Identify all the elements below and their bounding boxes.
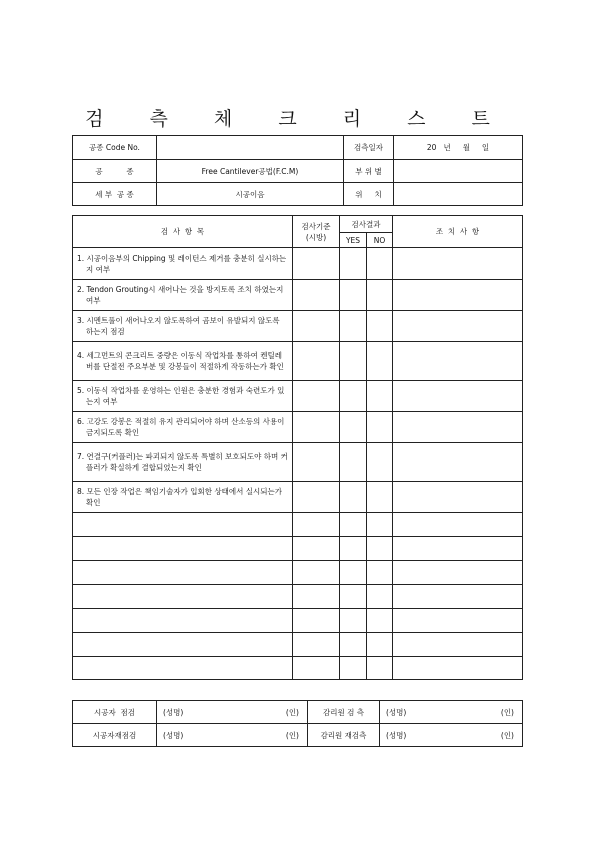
sign-name-label: (성명) [163, 707, 184, 717]
item-cell [73, 482, 293, 513]
detail-label: 세 부 공 종 [73, 183, 157, 206]
contractor-check-label: 시공자 점검 [73, 701, 157, 724]
criteria-cell[interactable] [293, 280, 340, 311]
seal-label: (인) [285, 730, 299, 740]
item-cell [73, 585, 293, 609]
no-cell[interactable] [367, 657, 393, 680]
action-cell[interactable] [393, 381, 523, 412]
supervisor-inspection-label: 감리원 검 측 [308, 701, 380, 724]
code-field[interactable] [157, 136, 344, 160]
yes-cell[interactable] [340, 513, 367, 537]
action-cell[interactable] [393, 311, 523, 342]
action-cell[interactable] [393, 657, 523, 680]
sign-name-label: (성명) [163, 730, 184, 740]
supervisor-inspection-sign[interactable] [380, 701, 523, 724]
checklist-item-text: 5. 이동식 작업차를 운영하는 인원은 충분한 경험과 숙련도가 있는지 여부 [77, 386, 285, 406]
no-cell[interactable] [367, 311, 393, 342]
code-label: 공종 Code No. [73, 136, 157, 160]
no-cell[interactable] [367, 412, 393, 443]
no-cell[interactable] [367, 248, 393, 280]
criteria-cell[interactable] [293, 248, 340, 280]
table-row [73, 513, 523, 537]
action-cell[interactable] [393, 513, 523, 537]
contractor-recheck-label: 시공자재점검 [73, 724, 157, 747]
checklist-body [73, 248, 523, 680]
yes-cell[interactable] [340, 657, 367, 680]
table-row [73, 381, 523, 412]
checklist-item-text: 8. 모든 인장 작업은 책임기술자가 입회한 상태에서 실시되는가 확인 [77, 487, 282, 507]
no-cell[interactable] [367, 443, 393, 482]
col-header-no: NO [367, 233, 393, 248]
location-label: 위 치 [344, 183, 394, 206]
item-cell [73, 609, 293, 633]
action-cell[interactable] [393, 342, 523, 381]
checklist-item-text: 3. 시멘트풀이 새어나오지 않도록하여 곰보이 유발되지 않도록 하는지 점검 [77, 316, 280, 336]
yes-cell[interactable] [340, 311, 367, 342]
action-cell[interactable] [393, 443, 523, 482]
action-cell[interactable] [393, 585, 523, 609]
table-row [73, 412, 523, 443]
criteria-cell[interactable] [293, 342, 340, 381]
item-cell [73, 657, 293, 680]
checklist-item-text: 2. Tendon Grouting시 새어나는 것을 방지토록 조치 하였는지 여부 [77, 285, 284, 305]
part-field[interactable] [394, 160, 523, 183]
action-cell[interactable] [393, 609, 523, 633]
table-row [73, 342, 523, 381]
table-row [73, 280, 523, 311]
yes-cell[interactable] [340, 280, 367, 311]
item-cell [73, 412, 293, 443]
criteria-cell[interactable] [293, 412, 340, 443]
criteria-cell[interactable] [293, 311, 340, 342]
part-label: 부 위 별 [344, 160, 394, 183]
no-cell[interactable] [367, 342, 393, 381]
action-cell[interactable] [393, 280, 523, 311]
table-row [73, 585, 523, 609]
criteria-cell[interactable] [293, 585, 340, 609]
item-cell [73, 513, 293, 537]
no-cell[interactable] [367, 561, 393, 585]
contractor-recheck-sign[interactable] [157, 724, 308, 747]
header-table [72, 135, 523, 206]
col-header-items: 검 사 항 목 [73, 216, 293, 248]
table-row [73, 633, 523, 657]
seal-label: (인) [500, 707, 514, 717]
checklist-item-text: 4. 세그먼트의 콘크리트 중량은 이동식 작업차를 통하여 켄틸레버를 단절전 주요부분 및 강봉들이 적절하게 작동하는가 확인 [77, 351, 284, 371]
yes-cell[interactable] [340, 342, 367, 381]
action-cell[interactable] [393, 633, 523, 657]
table-row [73, 443, 523, 482]
location-field[interactable] [394, 183, 523, 206]
col-header-result: 검사결과 [340, 216, 393, 233]
yes-cell[interactable] [340, 537, 367, 561]
item-cell [73, 381, 293, 412]
item-cell [73, 561, 293, 585]
criteria-cell[interactable] [293, 561, 340, 585]
checklist-table [72, 215, 523, 680]
item-cell [73, 248, 293, 280]
criteria-cell[interactable] [293, 482, 340, 513]
table-row [73, 537, 523, 561]
action-cell[interactable] [393, 537, 523, 561]
yes-cell[interactable] [340, 381, 367, 412]
criteria-cell[interactable] [293, 609, 340, 633]
checklist-item-text: 7. 연결구(커플러)는 파괴되지 않도록 특별히 보호되도야 하며 커플러가 확실하게 결합되었는지 확인 [77, 452, 288, 472]
sign-name-label: (성명) [386, 730, 407, 740]
no-cell[interactable] [367, 609, 393, 633]
checklist-item-text: 1. 시공이음부의 Chipping 및 레이턴스 제거를 충분히 실시하는지 여부 [77, 253, 287, 274]
item-cell [73, 342, 293, 381]
action-cell[interactable] [393, 412, 523, 443]
item-cell [73, 280, 293, 311]
no-cell[interactable] [367, 513, 393, 537]
item-cell [73, 311, 293, 342]
work-value[interactable]: Free Cantilever공법(F.C.M) [157, 160, 344, 183]
col-header-yes: YES [340, 233, 367, 248]
no-cell[interactable] [367, 585, 393, 609]
yes-cell[interactable] [340, 585, 367, 609]
seal-label: (인) [500, 730, 514, 740]
item-cell [73, 443, 293, 482]
detail-value[interactable]: 시공이음 [157, 183, 344, 206]
work-label: 공 종 [73, 160, 157, 183]
date-label: 검측일자 [344, 136, 394, 160]
col-header-action: 조 치 사 항 [393, 216, 523, 248]
action-cell[interactable] [393, 561, 523, 585]
contractor-check-sign[interactable] [157, 701, 308, 724]
no-cell[interactable] [367, 482, 393, 513]
yes-cell[interactable] [340, 248, 367, 280]
yes-cell[interactable] [340, 609, 367, 633]
supervisor-reinspection-sign[interactable] [380, 724, 523, 747]
yes-cell[interactable] [340, 443, 367, 482]
page-title: 검 측 체 크 리 스 트 [85, 108, 510, 130]
no-cell[interactable] [367, 381, 393, 412]
action-cell[interactable] [393, 482, 523, 513]
criteria-cell[interactable] [293, 443, 340, 482]
date-field[interactable]: 20 년 월 일 [394, 136, 523, 160]
checklist-item-text: 6. 고강도 강봉은 적절히 유지 관리되어야 하며 산소등의 사용이 금지되도록 확인 [77, 417, 285, 437]
criteria-cell[interactable] [293, 633, 340, 657]
table-row [73, 482, 523, 513]
signature-table [72, 700, 523, 747]
table-row [73, 657, 523, 680]
criteria-cell[interactable] [293, 537, 340, 561]
table-row [73, 311, 523, 342]
criteria-cell[interactable] [293, 381, 340, 412]
yes-cell[interactable] [340, 633, 367, 657]
yes-cell[interactable] [340, 482, 367, 513]
no-cell[interactable] [367, 280, 393, 311]
table-row [73, 561, 523, 585]
sign-name-label: (성명) [386, 707, 407, 717]
table-row [73, 248, 523, 280]
no-cell[interactable] [367, 633, 393, 657]
supervisor-reinspection-label: 감리원 재검측 [308, 724, 380, 747]
no-cell[interactable] [367, 537, 393, 561]
criteria-cell[interactable] [293, 513, 340, 537]
item-cell [73, 633, 293, 657]
yes-cell[interactable] [340, 412, 367, 443]
action-cell[interactable] [393, 248, 523, 280]
col-header-criteria: 검사기준 (시방) [293, 216, 340, 248]
yes-cell[interactable] [340, 561, 367, 585]
criteria-cell[interactable] [293, 657, 340, 680]
seal-label: (인) [285, 707, 299, 717]
table-row [73, 609, 523, 633]
item-cell [73, 537, 293, 561]
